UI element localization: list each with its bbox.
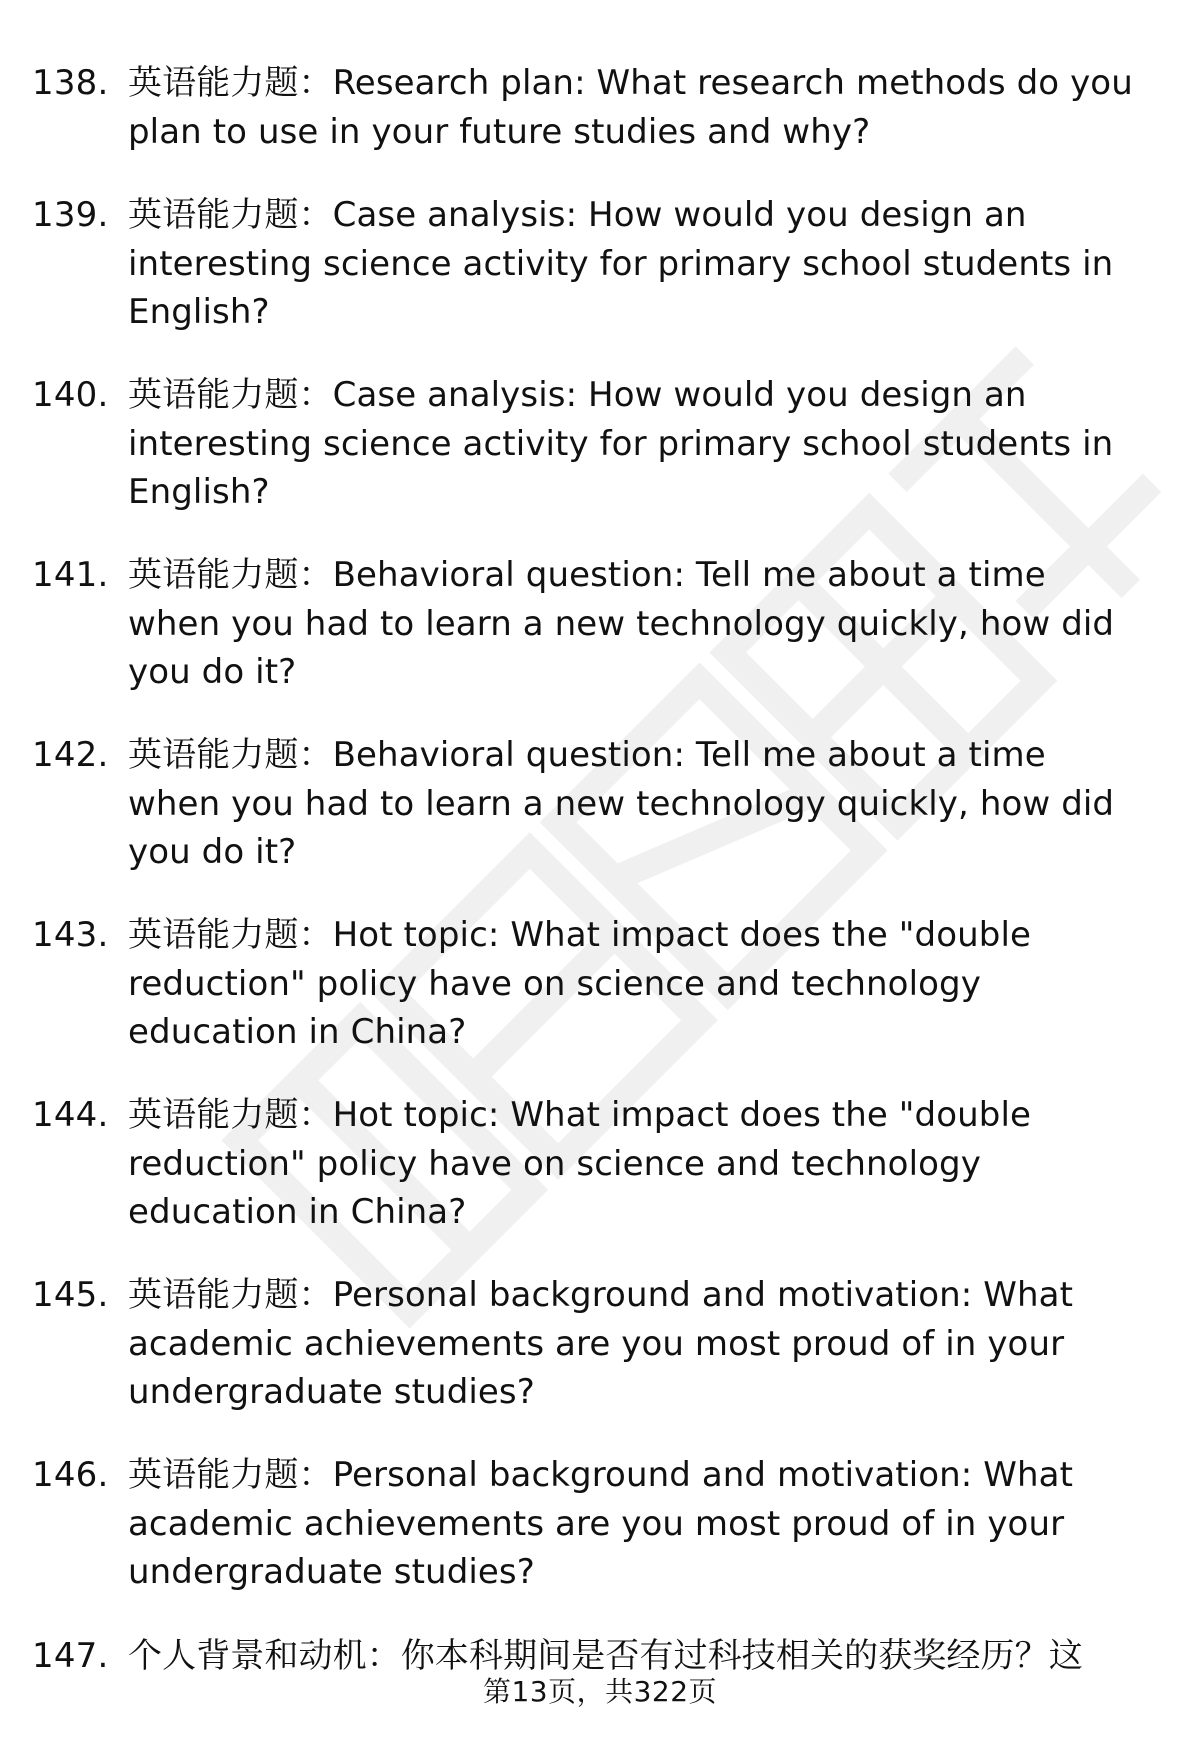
question-line: English?: [128, 472, 270, 512]
question-line: when you had to learn a new technology quickly, how did: [128, 783, 1115, 824]
question-line: reduction" policy have on science and technology: [128, 963, 981, 1004]
question-line: you do it?: [128, 832, 297, 872]
question-number: 138.: [32, 63, 109, 103]
question-line: education in China?: [128, 1192, 467, 1232]
question-text: [128, 191, 1168, 337]
question-number: 141.: [32, 555, 109, 595]
question-line: you do it?: [128, 652, 297, 692]
question-text: [128, 1091, 1168, 1237]
question-text: [128, 911, 1168, 1057]
question-number: 144.: [32, 1095, 109, 1135]
question-line: 英语能力题：Research plan: What research methods do you: [128, 63, 1133, 103]
question-line: undergraduate studies?: [128, 1552, 535, 1592]
question-line: 英语能力题：Hot topic: What impact does the "double: [128, 915, 1032, 955]
question-line: reduction" policy have on science and technology: [128, 1143, 981, 1184]
question-line: interesting science activity for primary school students in: [128, 423, 1114, 464]
question-line: 英语能力题：Behavioral question: Tell me about a time: [128, 735, 1046, 775]
question-line: 英语能力题：Hot topic: What impact does the "double: [128, 1095, 1032, 1135]
question-text: [128, 371, 1168, 517]
question-text: [128, 1271, 1168, 1417]
question-number: 142.: [32, 735, 109, 775]
question-text: [128, 551, 1168, 697]
question-line: interesting science activity for primary school students in: [128, 243, 1114, 284]
question-line: 英语能力题：Case analysis: How would you design an: [128, 375, 1027, 415]
question-text: [128, 731, 1168, 877]
question-text: [128, 1451, 1168, 1597]
question-number: 147.: [32, 1636, 109, 1676]
question-text: [128, 59, 1168, 156]
question-line: education in China?: [128, 1012, 467, 1052]
question-line: when you had to learn a new technology quickly, how did: [128, 603, 1115, 644]
question-line: 英语能力题：Personal background and motivation: What: [128, 1275, 1073, 1315]
question-line: 英语能力题：Personal background and motivation: What: [128, 1455, 1073, 1495]
question-line: undergraduate studies?: [128, 1372, 535, 1412]
question-number: 146.: [32, 1455, 109, 1495]
question-line: academic achievements are you most proud of in your: [128, 1503, 1065, 1544]
question-line: academic achievements are you most proud of in your: [128, 1323, 1065, 1364]
question-line: 个人背景和动机：你本科期间是否有过科技相关的获奖经历？这: [128, 1636, 1083, 1676]
question-number: 140.: [32, 375, 109, 415]
question-number: 139.: [32, 195, 109, 235]
question-line: plan to use in your future studies and why?: [128, 111, 871, 152]
question-line: 英语能力题：Behavioral question: Tell me about a time: [128, 555, 1046, 595]
question-number: 143.: [32, 915, 109, 955]
page-number-footer: 第13页，共322页: [482, 1675, 718, 1708]
question-line: 英语能力题：Case analysis: How would you design an: [128, 195, 1027, 235]
question-number: 145.: [32, 1275, 109, 1315]
question-line: English?: [128, 292, 270, 332]
